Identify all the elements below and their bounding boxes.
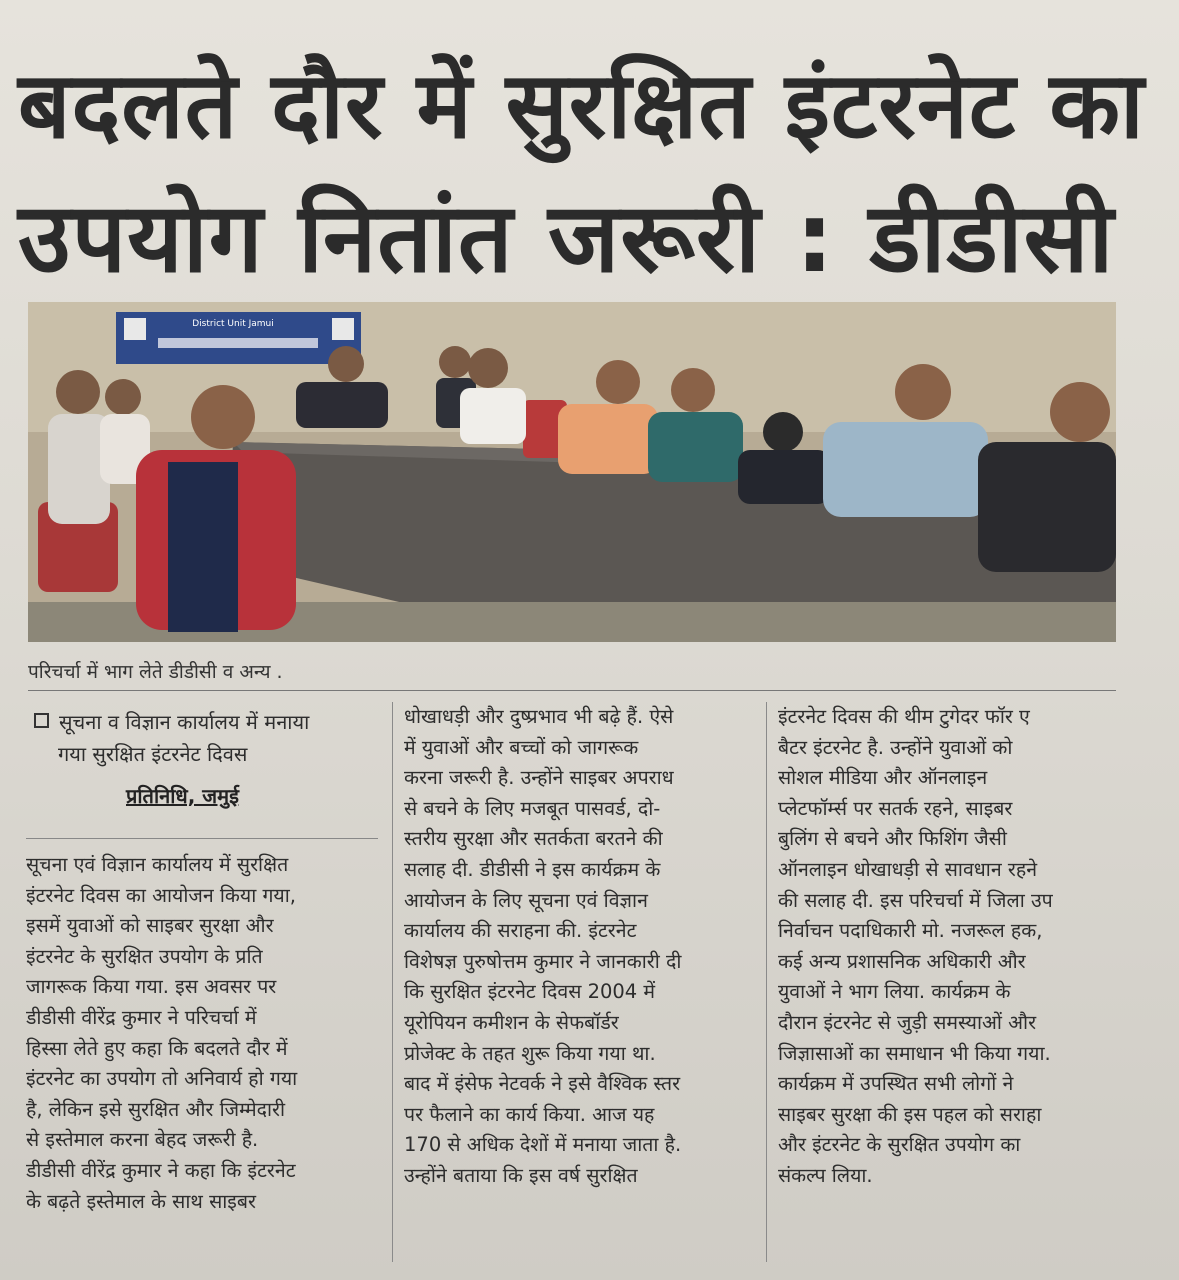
- article-line: से बचने के लिए मजबूत पासवर्ड, दो-: [404, 796, 661, 820]
- byline-rule: [26, 838, 378, 839]
- article-line: यूरोपियन कमीशन के सेफबॉर्डर: [404, 1010, 619, 1034]
- article-line: बैटर इंटरनेट है. उन्होंने युवाओं को: [778, 735, 1013, 759]
- article-line: विशेषज्ञ पुरुषोत्तम कुमार ने जानकारी दी: [404, 949, 682, 973]
- article-line: प्रोजेक्ट के तहत शुरू किया गया था.: [404, 1041, 656, 1065]
- photo-caption: परिचर्चा में भाग लेते डीडीसी व अन्य .: [28, 661, 283, 683]
- summary-line-2: गया सुरक्षित इंटरनेट दिवस: [58, 742, 248, 766]
- headline: [18, 40, 1158, 304]
- article-line: इंटरनेट का उपयोग तो अनिवार्य हो गया: [26, 1067, 298, 1091]
- headline-line-2: उपयोग नितांत जरूरी : डीडीसी: [18, 182, 1115, 294]
- article-line: युवाओं ने भाग लिया. कार्यक्रम के: [778, 980, 1011, 1004]
- article-line: जागरूक किया गया. इस अवसर पर: [26, 975, 277, 999]
- square-bullet-icon: [34, 713, 49, 728]
- article-line: इंटरनेट दिवस का आयोजन किया गया,: [26, 883, 296, 907]
- article-line: सलाह दी. डीडीसी ने इस कार्यक्रम के: [404, 857, 661, 881]
- summary-points: [34, 706, 384, 770]
- article-line: आयोजन के लिए सूचना एवं विज्ञान: [404, 888, 648, 912]
- article-line: इंटरनेट दिवस की थीम टुगेदर फॉर ए: [778, 705, 1030, 728]
- banner-text: District Unit Jamui: [192, 319, 274, 329]
- article-line: संकल्प लिया.: [778, 1163, 873, 1187]
- article-column-2: [404, 702, 752, 1192]
- article-line: सोशल मीडिया और ऑनलाइन: [778, 766, 988, 790]
- article-line: से इस्तेमाल करना बेहद जरूरी है.: [26, 1128, 259, 1152]
- article-line: धोखाधड़ी और दुष्प्रभाव भी बढ़े हैं. ऐसे: [404, 705, 674, 728]
- meeting-photo-illustration: [28, 302, 1116, 642]
- article-line: और इंटरनेट के सुरक्षित उपयोग का: [778, 1133, 1021, 1157]
- article-line: ऑनलाइन धोखाधड़ी से सावधान रहने: [778, 857, 1038, 881]
- article-line: की सलाह दी. इस परिचर्चा में जिला उप: [778, 888, 1053, 912]
- article-line: निर्वाचन पदाधिकारी मो. नजरूल हक,: [778, 919, 1043, 943]
- article-line: बाद में इंसेफ नेटवर्क ने इसे वैश्विक स्तर: [404, 1072, 681, 1096]
- article-column-1: [26, 850, 378, 1217]
- column-divider-1: [392, 702, 393, 1262]
- article-column-3: [778, 702, 1124, 1192]
- article-line: साइबर सुरक्षा की इस पहल को सराहा: [778, 1102, 1042, 1126]
- column-divider-2: [766, 702, 767, 1262]
- article-line: इसमें युवाओं को साइबर सुरक्षा और: [26, 914, 274, 938]
- article-line: जिज्ञासाओं का समाधान भी किया गया.: [778, 1041, 1051, 1065]
- article-line: के बढ़ते इस्तेमाल के साथ साइबर: [26, 1189, 256, 1213]
- headline-line-1: बदलते दौर में सुरक्षित इंटरनेट का: [18, 52, 1145, 159]
- article-line: कि सुरक्षित इंटरनेट दिवस 2004 में: [404, 980, 656, 1004]
- article-line: बुलिंग से बचने और फिशिंग जैसी: [778, 827, 1007, 851]
- article-line: उन्होंने बताया कि इस वर्ष सुरक्षित: [404, 1163, 638, 1187]
- byline: प्रतिनिधि, जमुई: [126, 784, 239, 808]
- article-line: स्तरीय सुरक्षा और सतर्कता बरतने की: [404, 827, 663, 851]
- article-line: पर फैलाने का कार्य किया. आज यह: [404, 1102, 655, 1126]
- article-line: हिस्सा लेते हुए कहा कि बदलते दौर में: [26, 1036, 288, 1060]
- article-line: इंटरनेट के सुरक्षित उपयोग के प्रति: [26, 944, 263, 968]
- article-line: कई अन्य प्रशासनिक अधिकारी और: [778, 949, 1026, 973]
- article-line: कार्यालय की सराहना की. इंटरनेट: [404, 919, 637, 943]
- summary-line-1: सूचना व विज्ञान कार्यालय में मनाया: [59, 710, 310, 734]
- news-photo: [28, 302, 1116, 642]
- article-line: में युवाओं और बच्चों को जागरूक: [404, 735, 639, 759]
- caption-rule: [28, 690, 1116, 691]
- article-line: सूचना एवं विज्ञान कार्यालय में सुरक्षित: [26, 853, 289, 876]
- article-line: कार्यक्रम में उपस्थित सभी लोगों ने: [778, 1072, 1014, 1096]
- article-line: डीडीसी वीरेंद्र कुमार ने परिचर्चा में: [26, 1005, 257, 1029]
- article-line: 170 से अधिक देशों में मनाया जाता है.: [404, 1133, 682, 1157]
- article-line: प्लेटफॉर्म्स पर सतर्क रहने, साइबर: [778, 796, 1013, 820]
- article-line: है, लेकिन इसे सुरक्षित और जिम्मेदारी: [26, 1097, 286, 1121]
- article-line: करना जरूरी है. उन्होंने साइबर अपराध: [404, 766, 674, 790]
- article-line: डीडीसी वीरेंद्र कुमार ने कहा कि इंटरनेट: [26, 1158, 296, 1182]
- article-line: दौरान इंटरनेट से जुड़ी समस्याओं और: [778, 1010, 1037, 1034]
